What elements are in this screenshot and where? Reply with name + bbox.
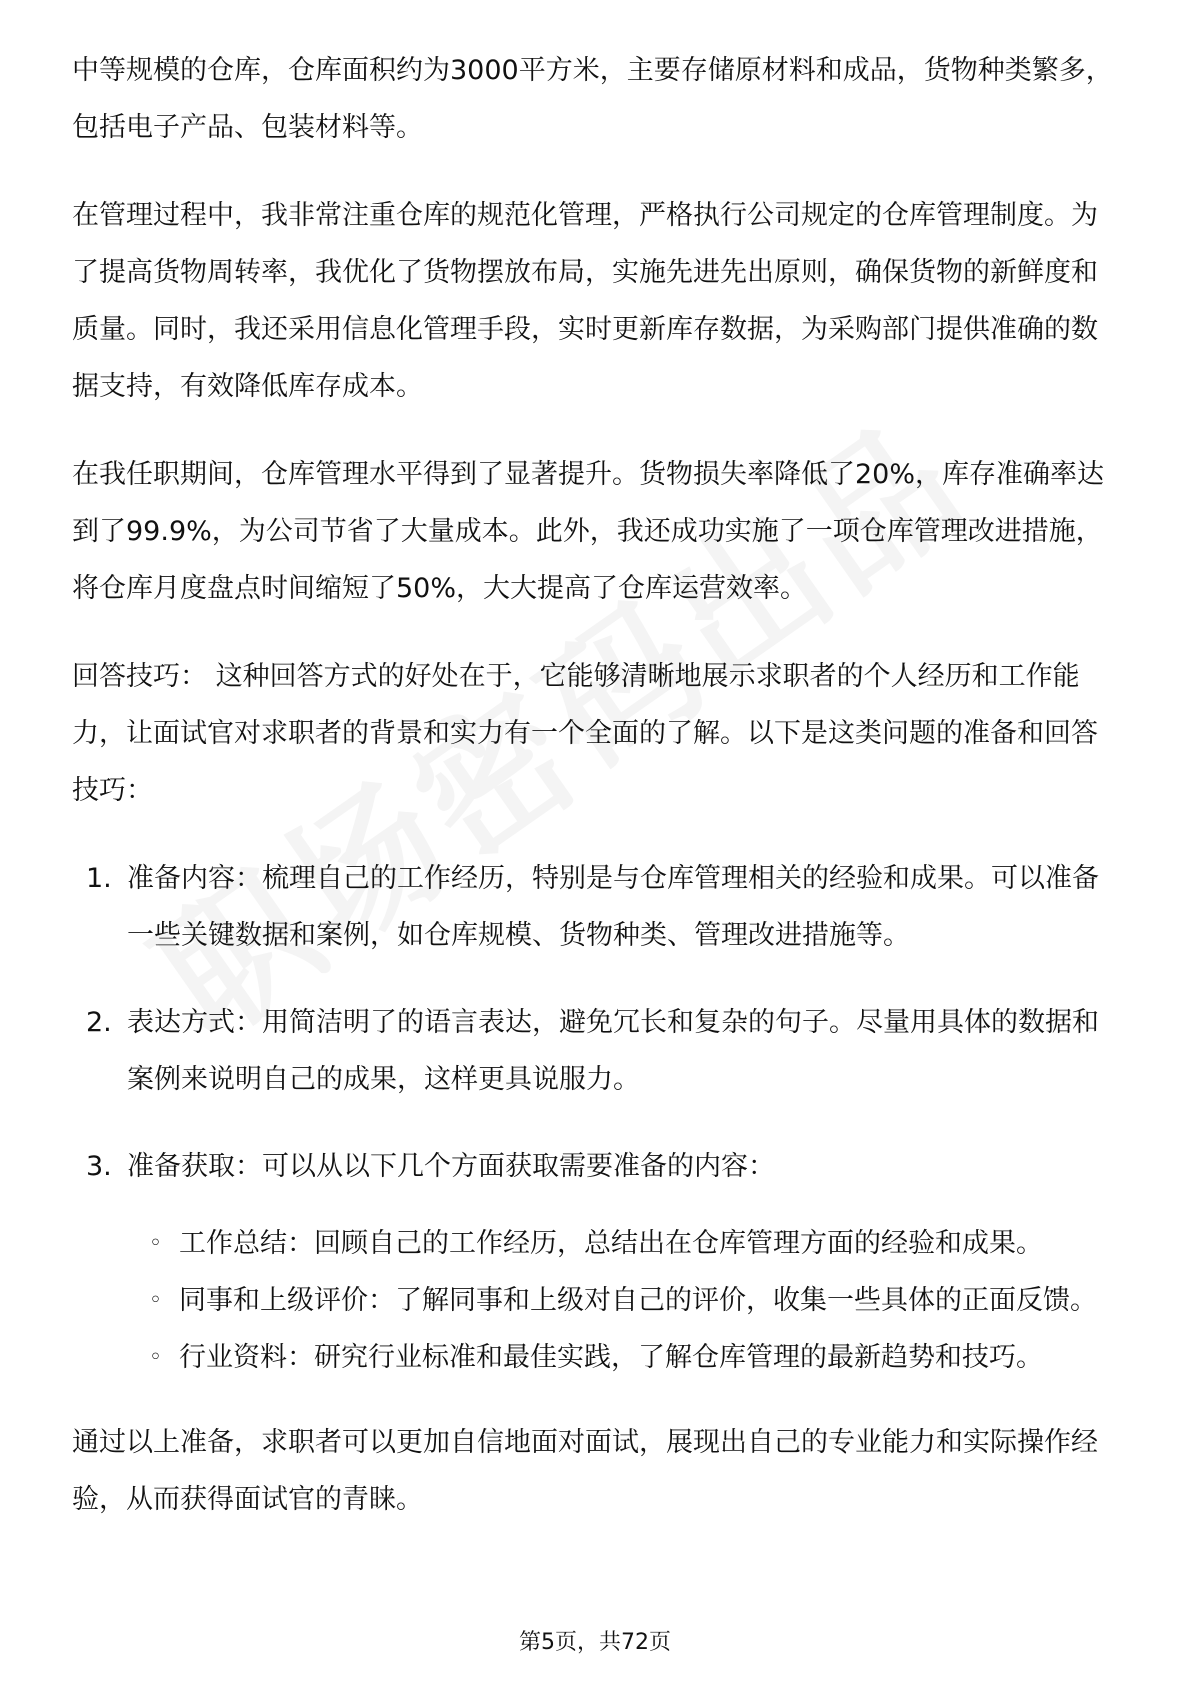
hollow-bullet-icon: ◦ bbox=[149, 1345, 162, 1370]
paragraph-management-process: 在管理过程中，我非常注重仓库的规范化管理，严格执行公司规定的仓库管理制度。为了提高货物周转率，我优化了货物摆放布局，实施先进先出原则，确保货物的新鲜度和质量。同时，我还采用信息化管理手段，实时更新库存数据，为采购部门提供准确的数据支持，有效降低库存成本。 bbox=[72, 200, 1098, 402]
list-item bbox=[72, 850, 1122, 964]
list-item-text: 表达方式：用简洁明了的语言表达，避免冗长和复杂的句子。尽量用具体的数据和案例来说明自己的成果，这样更具说服力。 bbox=[127, 1007, 1099, 1095]
sub-list-item bbox=[72, 1272, 1122, 1329]
tips-list bbox=[72, 850, 1122, 1195]
hollow-bullet-icon: ◦ bbox=[149, 1288, 162, 1313]
sub-list-item-text: 同事和上级评价：了解同事和上级对自己的评价，收集一些具体的正面反馈。 bbox=[179, 1285, 1097, 1316]
list-item-text: 准备获取：可以从以下几个方面获取需要准备的内容： bbox=[127, 1151, 775, 1182]
list-item bbox=[72, 1138, 1122, 1195]
paragraph-closing: 通过以上准备，求职者可以更加自信地面对面试，展现出自己的专业能力和实际操作经验，从而获得面试官的青睐。 bbox=[72, 1427, 1098, 1515]
paragraph-answer-tips: 回答技巧： 这种回答方式的好处在于，它能够清晰地展示求职者的个人经历和工作能力，让面试官对求职者的背景和实力有一个全面的了解。以下是这类问题的准备和回答技巧： bbox=[72, 661, 1098, 806]
sub-list-item-text: 行业资料：研究行业标准和最佳实践，了解仓库管理的最新趋势和技巧。 bbox=[179, 1342, 1043, 1373]
paragraph-achievements: 在我任职期间，仓库管理水平得到了显著提升。货物损失率降低了20%，库存准确率达到了99.9%，为公司节省了大量成本。此外，我还成功实施了一项仓库管理改进措施，将仓库月度盘点时间缩短了50%，大大提高了仓库运营效率。 bbox=[72, 459, 1105, 604]
document-body bbox=[72, 42, 1122, 1559]
list-item bbox=[72, 994, 1122, 1108]
list-item-number: 1. bbox=[86, 863, 112, 894]
list-item-number: 2. bbox=[86, 1007, 112, 1038]
paragraph-warehouse-scale: 中等规模的仓库，仓库面积约为3000平方米，主要存储原材料和成品，货物种类繁多，包括电子产品、包装材料等。 bbox=[72, 55, 1113, 143]
hollow-bullet-icon: ◦ bbox=[149, 1231, 162, 1256]
sub-list-item bbox=[72, 1329, 1122, 1386]
sub-list bbox=[72, 1215, 1122, 1386]
sub-list-item-text: 工作总结：回顾自己的工作经历，总结出在仓库管理方面的经验和成果。 bbox=[179, 1228, 1043, 1259]
sub-list-item bbox=[72, 1215, 1122, 1272]
page-number: 第5页，共72页 bbox=[519, 1630, 671, 1655]
list-item-text: 准备内容：梳理自己的工作经历，特别是与仓库管理相关的经验和成果。可以准备一些关键数据和案例，如仓库规模、货物种类、管理改进措施等。 bbox=[127, 863, 1099, 951]
list-item-number: 3. bbox=[86, 1151, 112, 1182]
